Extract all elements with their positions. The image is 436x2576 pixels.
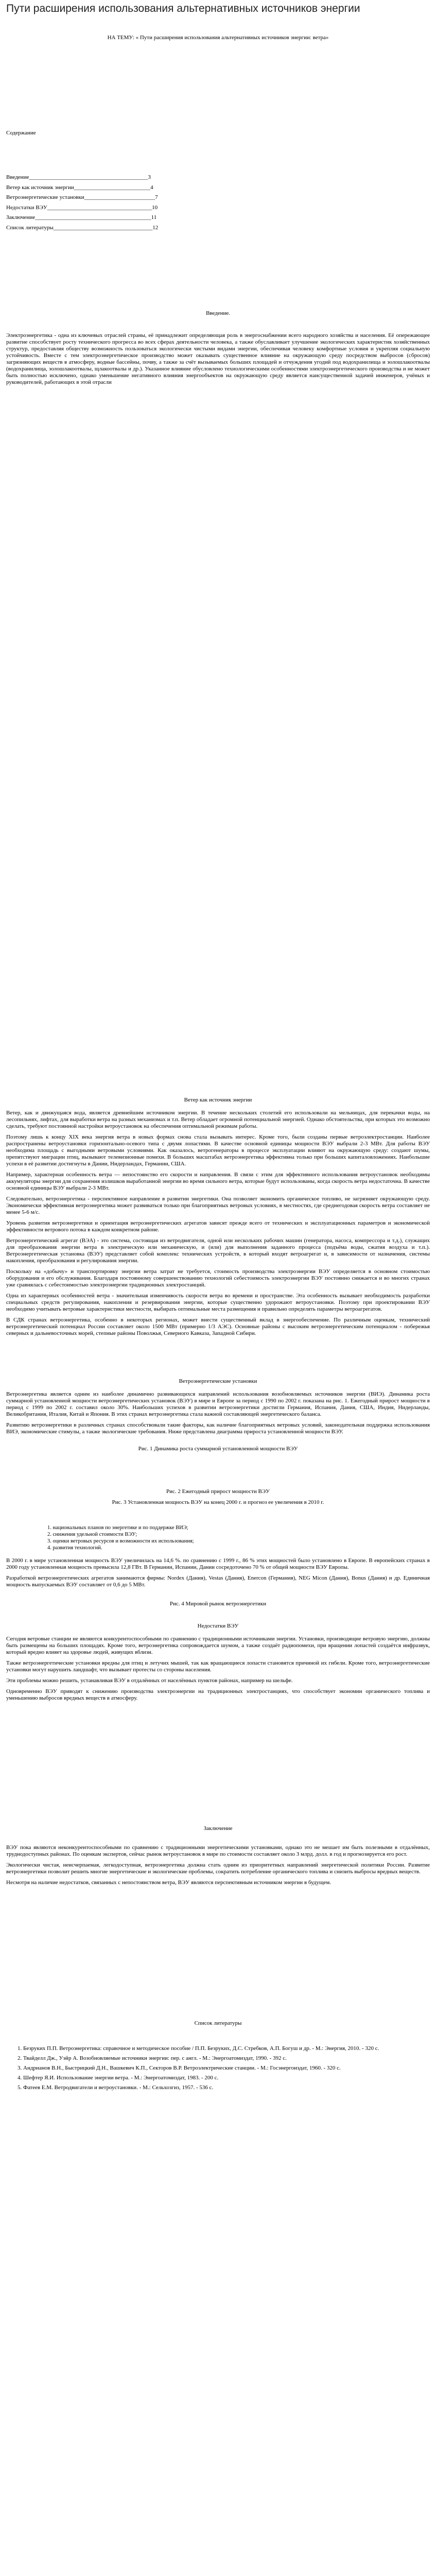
units-paragraph: В 2000 г. в мире установленная мощность ВЭУ увеличилась на 14,6 %. по сравнению с 1999 г., 86 % этих мощностей было установлено в Европе. В европейских странах в 2000 году установленная мощность превысила 12,8 ГВт. В Германии, Испании, Дании сосредоточено 70 % от общей мощности ВЭУ Европы. [6, 1557, 430, 1570]
section-title-units: Ветроэнергетические установки [179, 1378, 257, 1384]
toc-item[interactable]: Ветер как источник энергии___________________________4 [6, 184, 153, 191]
section-title-wind: Ветер как источник энергии [184, 1097, 252, 1103]
wind-paragraph: Следовательно, ветроэнергетика - перспективное направление в развитии энергетики. Она позволяет экономить органическое топливо, не загрязняет окружающую среду. Экономически эффективная ветроэнергетика может развиваться только при благоприятных ветровых условиях, в местностях, где среднегодовая скорость ветра составляет не менее 5-6 м/с. [6, 1196, 430, 1215]
wind-section-body [6, 1110, 430, 1337]
reference-item: 4. Шефтер Я.И. Использование энергии ветра. - М.: Энергоатомиздат, 1983. - 200 с. [18, 2075, 219, 2081]
reference-item: 2. Твайделл Дж., Уэйр А. Возобновляемые источники энергии: пер. с англ. - М.: Энергоатомиздат, 1990. - 392 с. [18, 2055, 287, 2061]
wind-paragraph: Поэтому лишь к концу XIX века энергия ветра в новых формах снова стала вызывать интерес. Кроме того, были созданы первые ветроэлектростанции. Наиболее распространены ветроустановки горизонтально-осевого типа с двумя лопастями. В качестве основной единицы мощности ВЭУ выбрали 2-3 МВт. Для работы ВЭУ необходима площадь с выгодными ветровыми условиями. Как оказалось, ветрогенераторы в процессе эксплуатации влияют на окружающую среду: создают шумы, препятствуют миграции птиц, вызывают телевизионные помехи. В больших масштабах ветроэнергетика эффективна только при больших капиталовложениях. Наибольшие успехи в её развитии достигнуты в Дании, Нидерландах, Германии, США. [6, 1134, 430, 1167]
wind-paragraph: Например, характерная особенность ветра — непостоянство его скорости и направления. В связи с этим для эффективного использования ветроустановок необходимы аккумуляторы энергии для сохранения излишков выработанной энергии во время сильного ветра, которые будут использованы, когда скорость ветра недостаточна. В качестве основной единицы ВЭУ выбрали 2-3 МВт. [6, 1172, 430, 1191]
wind-paragraph: Одна из характерных особенностей ветра - значительная изменчивость скорости ветра во времени и пространстве. Эта особенность вызывает необходимость разработки специальных средств регулирования, накопления и резервирования энергии, которые существенно удорожают ветроустановки. Поэтому при проектировании ВЭУ необходимо учитывать ветровые характеристики местности, выбирать оптимальные места размещения и правильно определять параметры ветроагрегатов. [6, 1293, 430, 1312]
drawbacks-paragraph: Сегодня ветровые станции не являются конкурентоспособными по сравнению с традиционными источниками энергии. Установки, производящие ветровую энергию, должны быть размещены на больших площадях. Кроме того, ветроэнергетика сопровождается шумом, а также создаёт радиопомехи, при вращении лопастей создаётся инфразвук, который вредно влияет на здоровье людей, живущих вблизи. [6, 1636, 430, 1655]
drawbacks-section-body [6, 1636, 430, 1702]
essay-topic: НА ТЕМУ: « Пути расширения использования альтернативных источников энергии: ветра» [107, 35, 329, 41]
toc-item[interactable]: Введение__________________________________________3 [6, 174, 151, 180]
list-item: 2. снижения удельной стоимости ВЭУ; [47, 1532, 137, 1537]
reference-item: 1. Безруких П.П. Ветроэнергетика: справочное и методическое пособие / П.П. Безруких, Д.С. Стребков, А.П. Богуш и др. - М.: Энергия, 2010. - 320 с. [18, 2045, 379, 2052]
units-paragraph: Развитию ветроэнергетики в различных странах способствовали такие факторы, как наличие благоприятных ветровых условий, законодательная поддержка использования ВИЭ, экономические стимулы, а также экологические требования. Ниже представлена диаграмма прироста установленной мощности ВЭУ. [6, 1422, 430, 1435]
drawbacks-paragraph: Одновременно ВЭУ приводят к снижению производства электроэнергии на традиционных электростанциях, что способствует экономии органического топлива и уменьшению выбросов вредных веществ в атмосферу. [6, 1688, 430, 1701]
table-of-contents [6, 173, 430, 233]
reference-item: 5. Фатеев Е.М. Ветродвигатели и ветроустановки. - М.: Сельхозгиз, 1957. - 536 с. [18, 2084, 214, 2091]
wind-paragraph: Ветер, как и движущаяся вода, является древнейшим источником энергии. В течение нескольких столетий его использовали на мельницах, для перекачки воды, на лесопильнях, лифтах, для выработки ветра на разных механизмах и т.п. Ветер обладает огромной потенциальной энергией. Однако обстоятельства, при которых это возможно сделать, требуют постоянной настройки ветроустановок на обеспечения оптимальной режимам работы. [6, 1110, 430, 1129]
section-title-references: Список литературы [194, 2020, 242, 2026]
document-title: Пути расширения использования альтернативных источников энергии [6, 3, 360, 14]
factors-list [6, 1524, 430, 1551]
units-paragraph: Разработкой ветроэнергетических агрегатов занимаются фирмы: Nordex (Дания), Vestas (Дания), Enercon (Германия), NEG Micon (Дания), Bonus (Дания) и др. Единичная мощность выпускаемых ВЭУ составляет от 0,6 до 5 МВт. [6, 1575, 430, 1588]
section-title-intro: Введение. [205, 310, 231, 316]
section-title-drawbacks: Недостатки ВЭУ [197, 1623, 239, 1629]
wind-paragraph: Ветроэнергетический агрегат (ВЭА) - это система, состоящая из ветродвигателя, одной или нескольких рабочих машин (генератора, насоса, компрессора и т.д.), служащих для преобразования энергии ветра в электрическую или механическую, и (или) для выполнения заданного процесса (подъёма воды, сжатия воздуха и т.п.). Ветроэнергетическая установка (ВЭУ) представляет собой комплекс технических устройств, в который входят ветроагрегат и, в зависимости от назначения, системы накопления, преобразования и регулирования энергии. [6, 1238, 430, 1264]
units-paragraph: Ветроэнергетика является одним из наиболее динамично развивающихся направлений использования возобновляемых источников энергии (ВИЭ). Динамика роста суммарной установленной мощности ветроэнергетических установок (ВЭУ) в мире и Европе за период с 1990 по 2002 г. показана на рис. 1. Ежегодный прирост мощности в период с 1999 по 2002 г. составил около 30%. Наибольших успехов в развитии ветроэнергетики достигли Германия, Испания, Дания, США, Индия, Нидерланды, Великобритания, Италия, Китай и Япония. В этих странах ветроэнергетика стала важной составляющей энергетического баланса. [6, 1391, 430, 1417]
section-title-conclusion: Заключение [203, 1825, 233, 1832]
figure-1-caption: Рис. 1 Динамика роста суммарной установленной мощности ВЭУ [138, 1446, 298, 1452]
drawbacks-paragraph: Также ветроэнергетические установки вредны для птиц и летучих мышей, так как вращающиеся лопасти становятся причиной их гибели. Кроме того, ветроэнергетические установки могут нарушить ландшафт, что вызывает протесты со стороны населения. [6, 1660, 430, 1673]
list-item: 4. развития технологий. [47, 1545, 102, 1551]
wind-paragraph: Уровень развития ветроэнергетики и ориентация ветроэнергетических агрегатов зависят прежде всего от технических и эксплуатационных параметров и экономической эффективности ветрового потока в каждом конкретном районе. [6, 1220, 430, 1233]
list-item: 1. национальных планов по энергетике и по поддержке ВИЭ; [47, 1525, 188, 1531]
references-list [6, 2045, 430, 2091]
toc-heading: Содержание [6, 130, 36, 136]
wind-paragraph: В СДК странах ветроэнергетика, особенно в некоторых регионах, может внести существенный вклад в энергообеспечение. По различным оценкам, технический ветроэнергетический потенциал России составляет около 1500 МВт (примерно 1/3 АЭС). Основные районы с высоким ветроэнергетическим потенциалом - побережья северных и дальневосточных морей, степные районы Поволжья, Северного Кавказа, Западной Сибири. [6, 1317, 430, 1336]
figure-4-caption: Рис. 4 Мировой рынок ветроэнергетики [169, 1601, 267, 1607]
toc-item[interactable]: Заключение_________________________________________11 [6, 214, 157, 221]
conclusion-section-body [6, 1844, 430, 1886]
list-item: 3. оценки ветровых ресурсов и возможности их использования; [47, 1538, 194, 1544]
units-section-body [6, 1391, 430, 1435]
wind-paragraph: Поскольку на «добычу» и транспортировку энергии ветра затрат не требуется, стоимость производства электроэнергии ВЭУ определяется в основном стоимостью оборудования и его обслуживания. Благодаря постоянному совершенствованию технологий себестоимость электроэнергии ВЭУ постоянно снижается и во многих странах уже сравнялась с себестоимостью электроэнергии традиционных электростанций. [6, 1268, 430, 1288]
toc-item[interactable]: Недостатки ВЭУ_____________________________________10 [6, 204, 158, 211]
drawbacks-paragraph: Эти проблемы можно решить, устанавливая ВЭУ в отдалённых от населённых пунктов районах, например на шельфе. [6, 1677, 293, 1684]
conclusion-paragraph: ВЭУ пока являются неконкурентоспособными по сравнению с традиционными энергетическими установками, однако это не мешает им быть полезными в отдалённых, труднодоступных районах. По оценкам экспертов, сейчас рынок ветроустановок в мире по стоимости составляет около 3 млрд. долл. в год и прогнозируется его рост. [6, 1844, 430, 1857]
units-section-body-2 [6, 1557, 430, 1588]
intro-paragraph: Электроэнергетика - одна из ключевых отраслей страны, её принадлежит определяющая роль в энергоснабжении всего народного хозяйства и населения. Её опережающее развитие способствует росту технического прогресса во всех сферах деятельности человека, а также обуславливает улучшение экологических характеристик хозяйственных структур, предоставляя обществу возможность пользоваться экологически чистыми видами энергии, обеспечивая человеку комфортные условия и укрепляя социальную устойчивость. Вместе с тем электроэнергетическое производство может оказывать существенное влияние на окружающую среду посредством выбросов (сбросов) загрязняющих веществ в атмосферу, водные бассейны, почву, а также за счёт вызываемых больших площадей и отчуждения угодий под водохранилища и золошлакоотвалы (водохранилища, золошлакоотвалы, щлакоотвалы и др.). Указанное влияние обусловлено технологическими особенностями электроэнергетического производства и не может быть полностью исключено, однако уменьшение негативного влияния энергообъектов на окружающую среду является наисущественной задачей инженеров, учёных и руководителей, работающих в этой отрасли [6, 332, 430, 385]
conclusion-paragraph: Несмотря на наличие недостатков, связанных с непостоянством ветра, ВЭУ являются перспективным источником энергии в будущем. [6, 1879, 332, 1886]
figure-3-caption: Рис. 3 Установленная мощность ВЭУ на конец 2000 г. и прогноз ее увеличения в 2010 г. [112, 1499, 324, 1505]
toc-item[interactable]: Ветроэнергетические установки_________________________7 [6, 194, 158, 200]
document-page [0, 2, 436, 2576]
reference-item: 3. Андрианов В.Н., Быстрицкий Д.Н., Вашкевич К.П., Секторов В.Р. Ветроэлектрические станции. - М.: Госэнергоиздат, 1960. - 320 с. [18, 2065, 341, 2071]
conclusion-paragraph: Экологически чистая, неисчерпаемая, легкодоступная, ветроэнергетика должна стать одним из приоритетных направлений энергетической политики России. Развитие ветроэнергетики позволит решить многие энергетические и экологические проблемы, сократить потребление органического топлива и снизить выбросы вредных веществ. [6, 1862, 430, 1875]
toc-item[interactable]: Список литературы___________________________________12 [6, 224, 159, 231]
figure-2-caption: Рис. 2 Ежегодный прирост мощности ВЭУ [166, 1488, 270, 1495]
